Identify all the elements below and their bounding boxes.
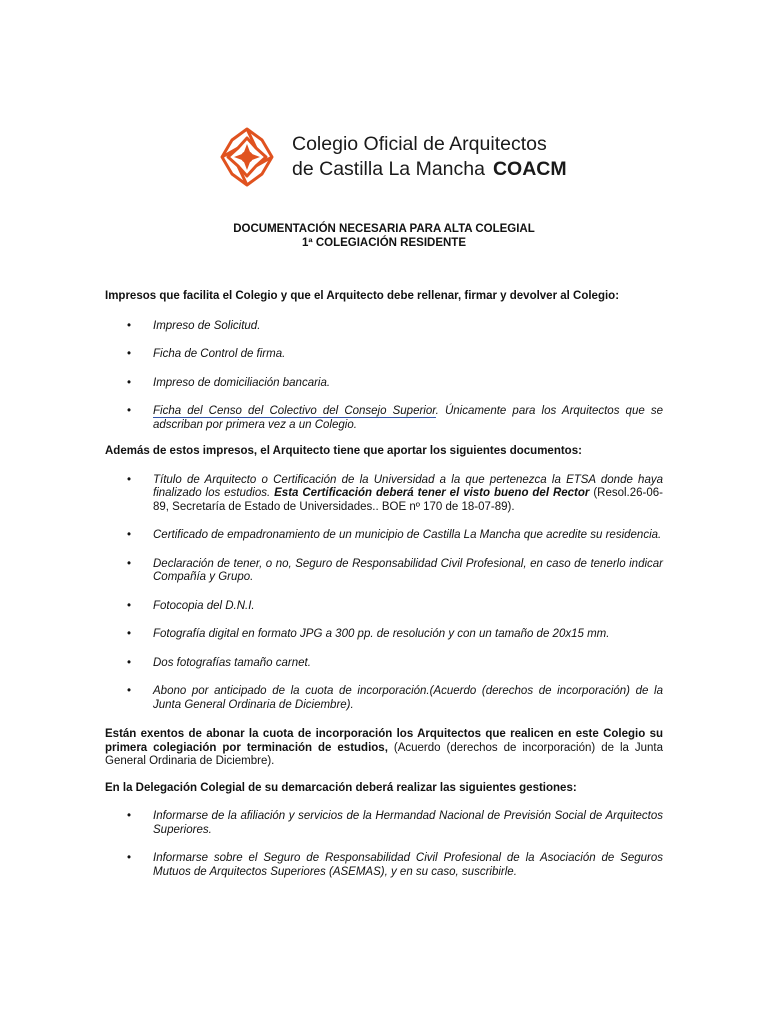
section3-list <box>105 810 663 879</box>
list-item: • Ficha de Control de firma. <box>105 348 663 362</box>
organization-name <box>292 132 567 182</box>
list-item: • Informarse de la afiliación y servicios de la Hermandad Nacional de Previsión Social de Arquitectos Superiores. <box>105 810 663 837</box>
org-abbreviation: COACM <box>492 158 567 180</box>
list-item: • Dos fotografías tamaño carnet. <box>105 657 663 671</box>
exemption-bold: Están exentos de abonar la cuota de incorporación los Arquitectos que realicen en este Colegio su primera colegiación por terminación de estudios, <box>105 728 663 754</box>
section1-list <box>105 320 663 433</box>
section3-heading: En la Delegación Colegial de su demarcación deberá realizar las siguientes gestiones: <box>105 781 577 794</box>
document-body <box>105 290 663 879</box>
list-item: • Impreso de domiciliación bancaria. <box>105 377 663 391</box>
titulo-reference: (Resol.26-06-89, Secretaría de Estado de Universidades.. BOE nº 170 de 18-07-89). <box>153 487 663 513</box>
list-item: • Certificado de empadronamiento de un municipio de Castilla La Mancha que acredite su residencia. <box>105 529 663 543</box>
exemption-note <box>105 728 663 769</box>
list-item: • Declaración de tener, o no, Seguro de Responsabilidad Civil Profesional, en caso de tenerlo indicar Compañía y Grupo. <box>105 558 663 585</box>
org-name-line1: Colegio Oficial de Arquitectos <box>292 133 547 155</box>
census-form-link[interactable]: Ficha del Censo del Colectivo del Consejo Superior <box>153 405 436 417</box>
list-item <box>105 405 663 432</box>
census-note: . Únicamente para los Arquitectos que se adscriban por primera vez a un Colegio. <box>153 405 663 431</box>
titulo-emphasis: Esta Certificación deberá tener el visto bueno del Rector <box>274 487 590 499</box>
titulo-text: Título de Arquitecto o Certificación de la Universidad a la que pertenezca la ETSA donde haya finalizado los estudios. <box>153 473 663 499</box>
coacm-logo-icon <box>216 126 278 188</box>
title-line1: DOCUMENTACIÓN NECESARIA PARA ALTA COLEGIAL <box>233 223 535 235</box>
document-title <box>0 222 768 250</box>
list-item: • Fotografía digital en formato JPG a 300 pp. de resolución y con un tamaño de 20x15 mm. <box>105 628 663 642</box>
letterhead <box>216 126 567 188</box>
title-line2: 1ª COLEGIACIÓN RESIDENTE <box>302 237 466 249</box>
list-item: • Fotocopia del D.N.I. <box>105 600 663 614</box>
org-name-line2 <box>292 157 567 182</box>
list-item: • Abono por anticipado de la cuota de incorporación.(Acuerdo (derechos de incorporación) de la Junta General Ordinaria de Diciembre). <box>105 685 663 712</box>
exemption-normal: (Acuerdo (derechos de incorporación) de la Junta General Ordinaria de Diciembre). <box>105 741 664 767</box>
list-item: • Impreso de Solicitud. <box>105 320 663 334</box>
section2-list <box>105 474 663 713</box>
list-item <box>105 474 663 515</box>
list-item: • Informarse sobre el Seguro de Responsabilidad Civil Profesional de la Asociación de Seguros Mutuos de Arquitectos Superiores (ASEMAS), y en su caso, suscribirle. <box>105 852 663 879</box>
section2-heading: Además de estos impresos, el Arquitecto tiene que aportar los siguientes documentos: <box>105 445 582 457</box>
section1-heading: Impresos que facilita el Colegio y que el Arquitecto debe rellenar, firmar y devolver al Colegio: <box>105 290 620 302</box>
org-name-region: de Castilla La Mancha <box>292 158 485 180</box>
